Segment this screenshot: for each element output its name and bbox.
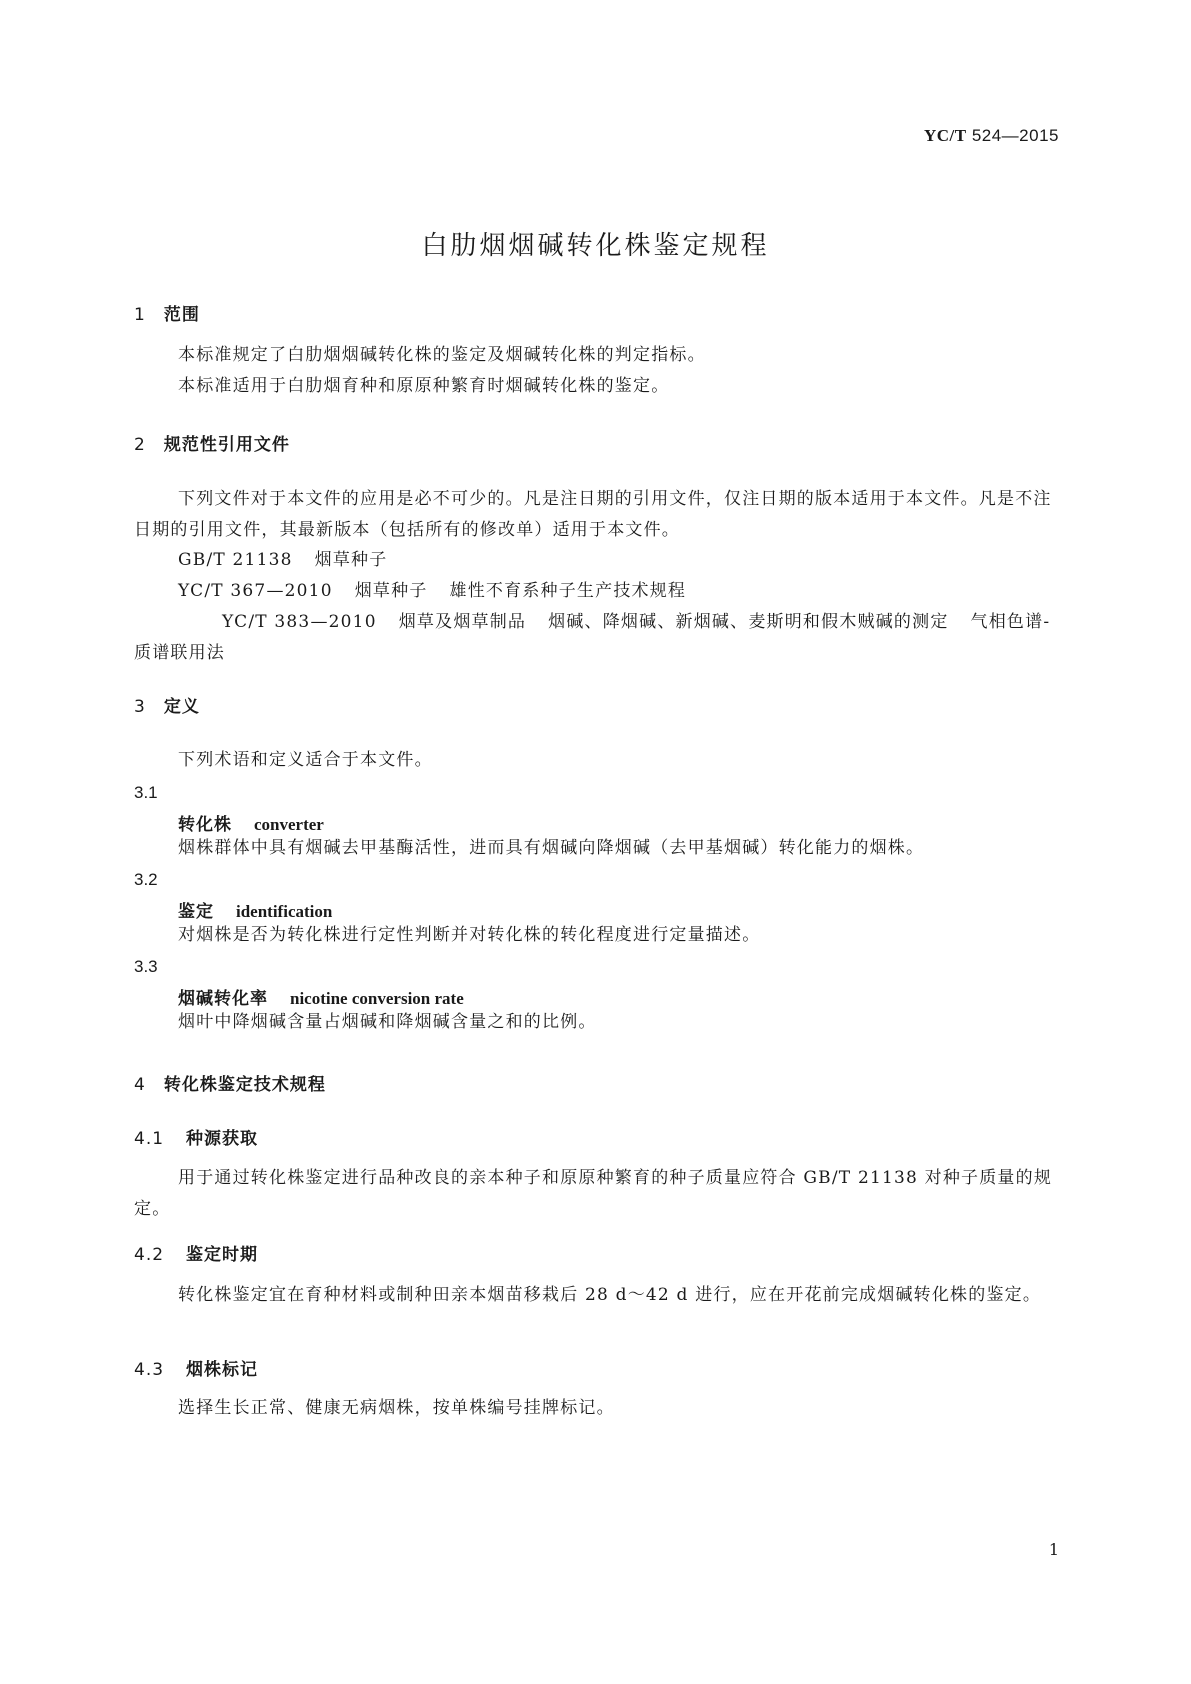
paragraph: 用于通过转化株鉴定进行品种改良的亲本种子和原原种繁育的种子质量应符合 GB/T 21138 对种子质量的规定。	[134, 1168, 1053, 1219]
term-en: converter	[254, 815, 324, 834]
subsection-heading-4-1	[134, 1124, 258, 1149]
term-zh: 鉴定	[178, 902, 214, 922]
term-definition: 对烟株是否为转化株进行定性判断并对转化株的转化程度进行定量描述。	[178, 925, 761, 945]
section-number: 3	[134, 697, 146, 717]
reference-code: YC/T 367—2010	[178, 581, 333, 601]
subsection-number: 4.2	[134, 1245, 165, 1265]
reference-item	[178, 545, 1058, 576]
subsection-number: 4.1	[134, 1129, 165, 1149]
subsection-title: 鉴定时期	[186, 1245, 259, 1265]
term-en: identification	[236, 902, 333, 921]
term-number: 3.3	[134, 957, 158, 976]
reference-title: 烟草种子	[314, 550, 388, 570]
reference-item	[178, 576, 1058, 607]
paragraph: 本标准规定了白肋烟烟碱转化株的鉴定及烟碱转化株的判定指标。	[178, 345, 706, 365]
reference-title: 烟碱、降烟碱、新烟碱、麦斯明和假木贼碱的测定	[548, 612, 949, 632]
paragraph: 转化株鉴定宜在育种材料或制种田亲本烟苗移栽后 28 d～42 d 进行，应在开花前完成烟碱转化株的鉴定。	[178, 1285, 1042, 1305]
subsection-heading-4-2	[134, 1240, 258, 1265]
section-number: 2	[134, 435, 146, 455]
reference-title: 烟草及烟草制品	[398, 612, 527, 632]
section-title: 范围	[163, 305, 200, 325]
reference-item	[134, 607, 1057, 669]
paragraph: 本标准适用于白肋烟育种和原原种繁育时烟碱转化株的鉴定。	[178, 376, 670, 396]
document-title: 白肋烟烟碱转化株鉴定规程	[421, 231, 770, 261]
section-heading-2	[134, 430, 290, 455]
section-heading-4	[134, 1070, 326, 1095]
term-heading	[178, 897, 332, 922]
reference-code: YC/T 383—2010	[222, 612, 377, 632]
term-definition: 烟株群体中具有烟碱去甲基酶活性，进而具有烟碱向降烟碱（去甲基烟碱）转化能力的烟株。	[178, 838, 925, 858]
section-title: 定义	[163, 697, 200, 717]
reference-title: 烟草种子	[354, 581, 428, 601]
subsection-number: 4.3	[134, 1360, 165, 1380]
paragraph: 下列术语和定义适合于本文件。	[178, 750, 433, 770]
paragraph: 下列文件对于本文件的应用是必不可少的。凡是注日期的引用文件，仅注日期的版本适用于本文件。凡是不注日期的引用文件，其最新版本（包括所有的修改单）适用于本文件。	[134, 489, 1052, 540]
reference-title: 雄性不育系种子生产技术规程	[449, 581, 687, 601]
term-zh: 烟碱转化率	[178, 989, 268, 1009]
term-definition: 烟叶中降烟碱含量占烟碱和降烟碱含量之和的比例。	[178, 1012, 597, 1032]
term-heading	[178, 984, 464, 1009]
section-number: 1	[134, 305, 146, 325]
section-number: 4	[134, 1075, 146, 1095]
standard-prefix: YC/T	[923, 126, 967, 145]
reference-code: GB/T 21138	[178, 550, 293, 570]
standard-code	[924, 126, 1059, 146]
term-heading	[178, 810, 324, 835]
section-heading-1	[134, 300, 200, 325]
reference-title: 气相色谱-质谱联用法	[134, 612, 1051, 663]
subsection-title: 种源获取	[186, 1129, 259, 1149]
section-title: 转化株鉴定技术规程	[163, 1075, 326, 1095]
term-number: 3.1	[134, 783, 158, 802]
section-heading-3	[134, 692, 200, 717]
standard-number: 524—2015	[971, 126, 1059, 145]
page-number: 1	[1048, 1540, 1059, 1559]
term-number: 3.2	[134, 870, 158, 889]
paragraph: 选择生长正常、健康无病烟株，按单株编号挂牌标记。	[178, 1398, 615, 1418]
term-zh: 转化株	[178, 815, 232, 835]
subsection-title: 烟株标记	[186, 1360, 259, 1380]
section-title: 规范性引用文件	[163, 435, 290, 455]
term-en: nicotine conversion rate	[290, 989, 464, 1008]
subsection-heading-4-3	[134, 1355, 258, 1380]
